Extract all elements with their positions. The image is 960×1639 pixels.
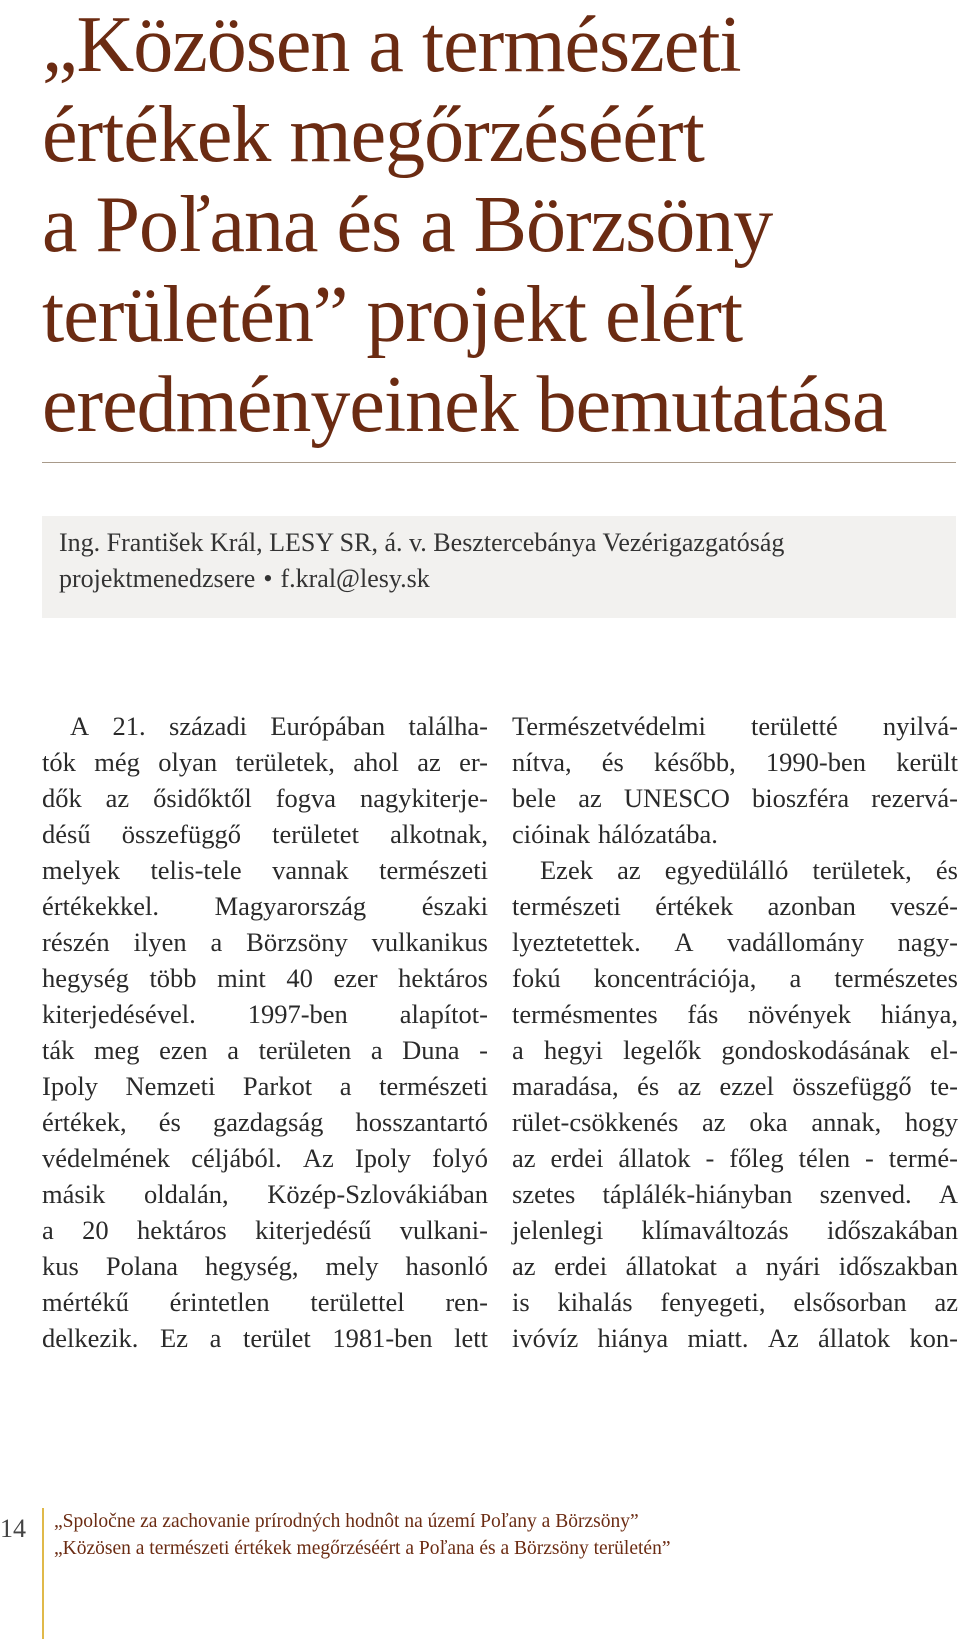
text-line: nítva, és később, 1990-ben került <box>512 747 958 777</box>
text-line: Természetvédelmi területté nyilvá- <box>512 711 958 741</box>
text-line: maradása, és az ezzel összefüggő te- <box>512 1071 958 1101</box>
left-column <box>42 708 488 1356</box>
text-line: az erdei állatok - főleg télen - termé- <box>512 1143 958 1173</box>
text-line: természeti értékek azonban veszé- <box>512 891 958 921</box>
text-line: mértékű érintetlen területtel ren- <box>42 1287 488 1317</box>
text-line: részén ilyen a Börzsöny vulkanikus <box>42 927 488 957</box>
text-line: értékek, és gazdagság hosszantartó <box>42 1107 488 1137</box>
text-line: kus Polana hegység, mely hasonló <box>42 1251 488 1281</box>
text-line: az erdei állatokat a nyári időszakban <box>512 1251 958 1281</box>
text-line: cióinak hálózatába. <box>512 819 718 849</box>
text-line: is kihalás fenyegeti, elsősorban az <box>512 1287 958 1317</box>
text-line: melyek telis-tele vannak természeti <box>42 855 488 885</box>
text-line: termésmentes fás növények hiánya, <box>512 999 958 1029</box>
title-line: értékek megőrzéséért <box>42 91 704 179</box>
footer-line-hu: „Közösen a természeti értékek megőrzéséért a Poľana és a Börzsöny területén” <box>54 1538 671 1559</box>
author-title: projektmenedzsere <box>59 564 256 593</box>
text-line: tók még olyan területek, ahol az er- <box>42 747 488 777</box>
text-line: a 20 hektáros kiterjedésű vulkani- <box>42 1215 488 1245</box>
text-line: delkezik. Ez a terület 1981-ben lett <box>42 1323 488 1353</box>
author-email[interactable]: f.kral@lesy.sk <box>280 564 430 593</box>
text-line: hegység több mint 40 ezer hektáros <box>42 963 488 993</box>
article-title <box>42 0 942 450</box>
page-number: 14 <box>0 1514 26 1543</box>
bullet-icon: • <box>263 564 273 593</box>
running-footer <box>54 1508 670 1562</box>
text-line: dők az ősidőktől fogva nagykiterje- <box>42 783 488 813</box>
footer-divider <box>42 1508 44 1639</box>
text-line: jelenlegi klímaváltozás időszakában <box>512 1215 958 1245</box>
title-line: a Poľana és a Börzsöny <box>42 181 773 269</box>
text-line: ták meg ezen a területen a Duna - <box>42 1035 488 1065</box>
title-divider <box>42 462 956 463</box>
text-line: Ezek az egyedülálló területek, és <box>540 855 958 885</box>
text-line: értékekkel. Magyarország északi <box>42 891 488 921</box>
text-line: lyeztetettek. A vadállomány nagy- <box>512 927 958 957</box>
text-line: rület-csökkenés az oka annak, hogy <box>512 1107 958 1137</box>
text-line: másik oldalán, Közép-Szlovákiában <box>42 1179 488 1209</box>
text-line: ivóvíz hiánya miatt. Az állatok kon- <box>512 1323 958 1353</box>
title-line: „Közösen a természeti <box>42 1 741 89</box>
author-role <box>59 562 430 596</box>
text-line: szetes táplálék-hiányban szenved. A <box>512 1179 958 1209</box>
text-line: a hegyi legelők gondoskodásának el- <box>512 1035 958 1065</box>
text-line: Ipoly Nemzeti Parkot a természeti <box>42 1071 488 1101</box>
text-line: désű összefüggő területet alkotnak, <box>42 819 488 849</box>
text-line: A 21. századi Európában találha- <box>70 711 488 741</box>
text-line: védelmének céljából. Az Ipoly folyó <box>42 1143 488 1173</box>
text-line: fokú koncentrációja, a természetes <box>512 963 958 993</box>
right-column <box>512 708 958 1356</box>
text-line: bele az UNESCO bioszféra rezervá- <box>512 783 958 813</box>
title-line: területén” projekt elért <box>42 271 743 359</box>
author-name: Ing. František Král, LESY SR, á. v. Besztercebánya Vezérigazgatóság <box>59 528 785 557</box>
footer-line-sk: „Spoločne za zachovanie prírodných hodnôt na území Poľany a Börzsöny” <box>54 1511 639 1532</box>
text-line: kiterjedésével. 1997-ben alapítot- <box>42 999 488 1029</box>
author-box <box>42 516 956 618</box>
title-line: eredményeinek bemutatása <box>42 361 887 449</box>
